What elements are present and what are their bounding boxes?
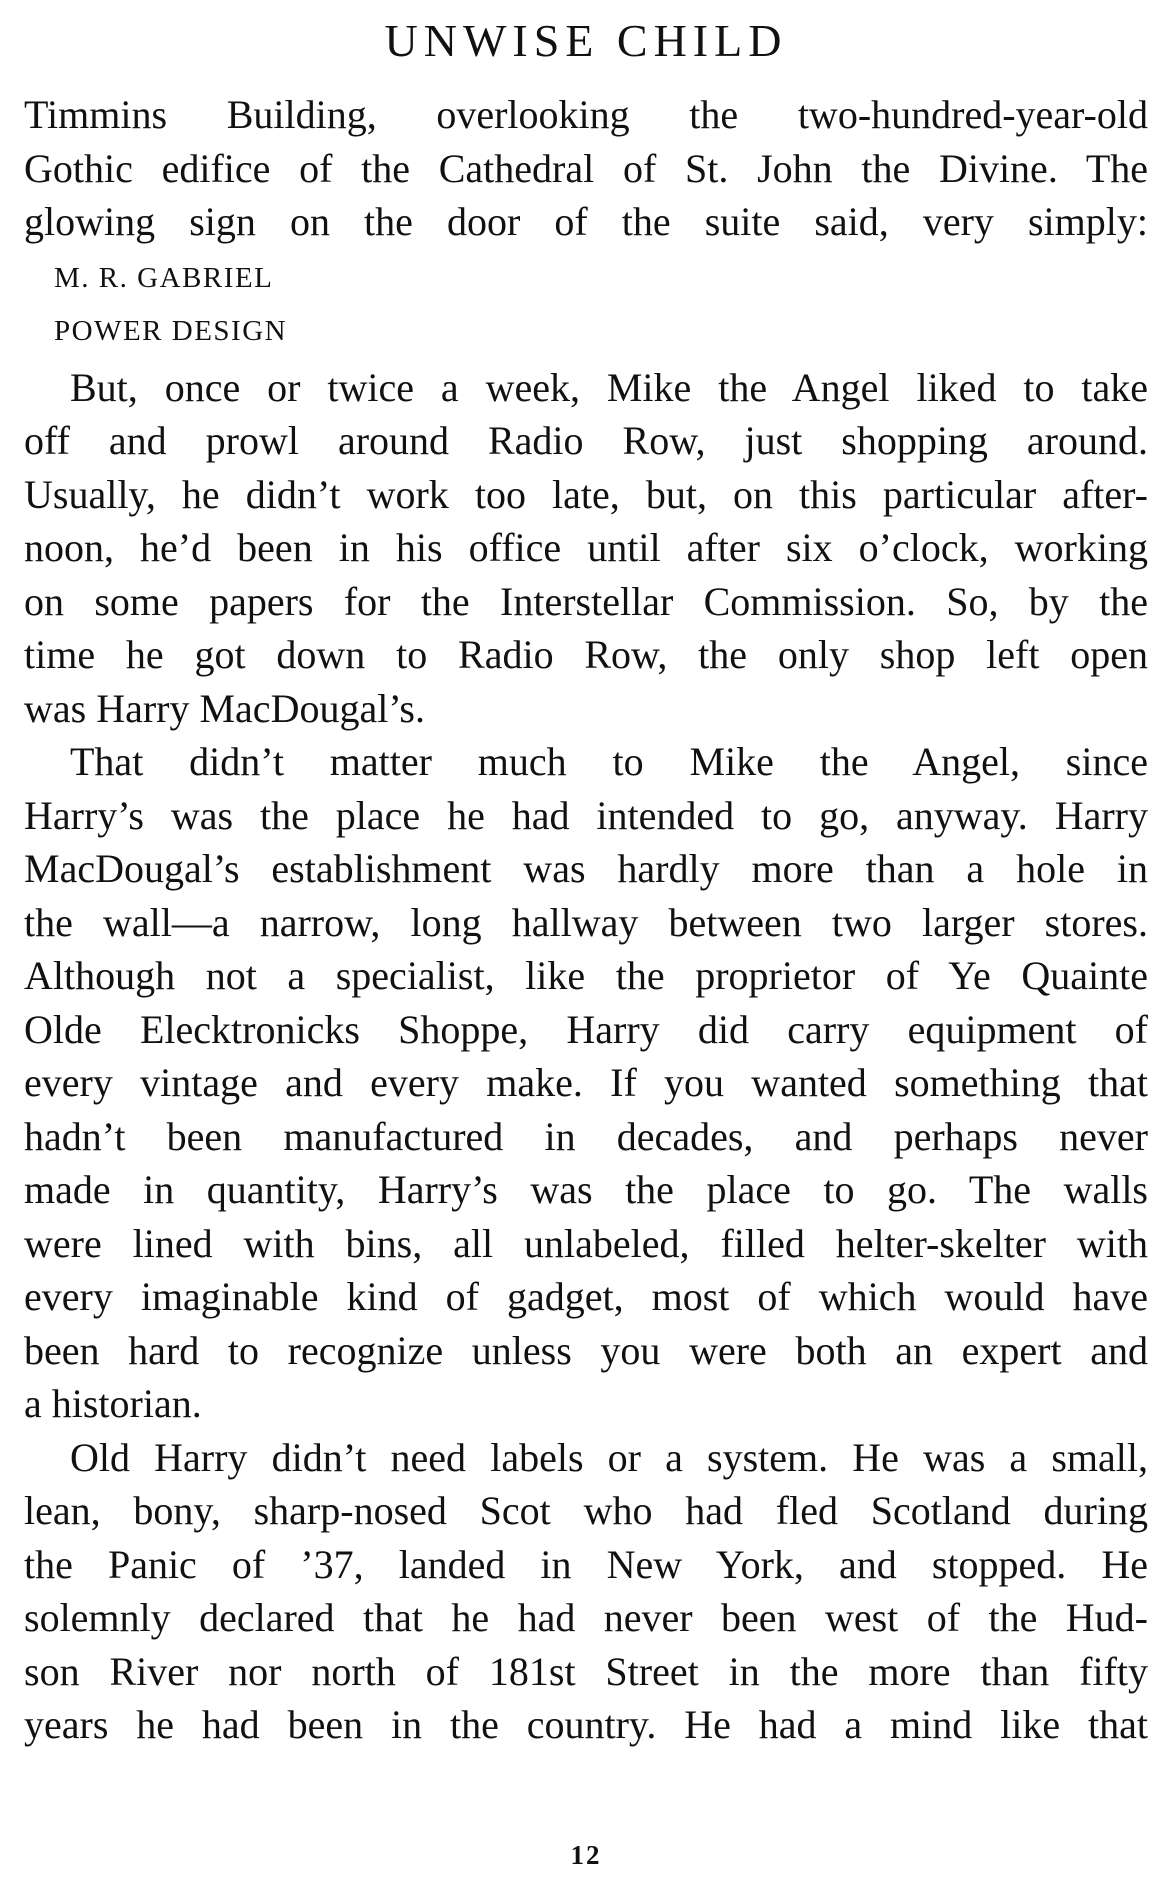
running-head: UNWISE CHILD [384,15,788,66]
text-line: son River nor north of 181st Street in the more than fifty [24,1648,1148,1694]
text-line: Old Harry didn’t need labels or a system. He was a small, [70,1434,1148,1480]
text-line: time he got down to Radio Row, the only shop left open [24,632,1148,677]
text-line: hadn’t been manufactured in decades, and perhaps never [24,1113,1148,1159]
text-line: noon, he’d been in his office until after six o’clock, working [24,525,1148,570]
paragraph-4 [24,1431,1148,1752]
text-line: every imaginable kind of gadget, most of which would have [24,1274,1148,1319]
text-line: Gothic edifice of the Cathedral of St. John the Divine. The [24,145,1148,191]
text-line: Olde Elecktronicks Shoppe, Harry did carry equipment of [24,1006,1148,1052]
text-line: Timmins Building, overlooking the two-hundred-year-old [24,92,1148,137]
sign-line-name: M. R. GABRIEL [54,261,274,294]
text-line: made in quantity, Harry’s was the place to go. The walls [24,1167,1148,1212]
paragraph-1 [24,88,1148,249]
sign-line-title: POWER DESIGN [54,315,288,347]
paragraph-3 [24,735,1148,1431]
text-line: But, once or twice a week, Mike the Angel liked to take [70,364,1148,410]
text-line: were lined with bins, all unlabeled, filled helter-skelter with [24,1220,1148,1266]
text-line: solemnly declared that he had never been west of the Hud- [24,1595,1148,1640]
text-line: every vintage and every make. If you wanted something that [24,1060,1148,1105]
text-line: Harry’s was the place he had intended to go, anyway. Harry [24,792,1148,838]
text-line: a historian. [24,1381,202,1426]
body-text [24,88,1148,1752]
text-line: the wall—a narrow, long hallway between two larger stores. [24,899,1148,945]
door-sign [24,249,1148,361]
page-number: 12 [570,1840,602,1870]
paragraph-2 [24,361,1148,736]
text-line: been hard to recognize unless you were both an expert and [24,1327,1148,1373]
text-line: lean, bony, sharp-nosed Scot who had fled Scotland during [24,1488,1148,1533]
text-line: years he had been in the country. He had a mind like that [24,1702,1148,1747]
text-line: off and prowl around Radio Row, just shopping around. [24,418,1148,463]
text-line: on some papers for the Interstellar Commission. So, by the [24,578,1148,624]
text-line: glowing sign on the door of the suite said, very simply: [24,199,1148,244]
text-line: That didn’t matter much to Mike the Angel, since [70,739,1148,784]
text-line: Although not a specialist, like the proprietor of Ye Quainte [24,953,1148,998]
text-line: Usually, he didn’t work too late, but, on this particular after- [24,471,1148,517]
text-line: MacDougal’s establishment was hardly more than a hole in [24,846,1148,891]
text-line: the Panic of ’37, landed in New York, and stopped. He [24,1541,1148,1587]
text-line: was Harry MacDougal’s. [24,685,425,731]
